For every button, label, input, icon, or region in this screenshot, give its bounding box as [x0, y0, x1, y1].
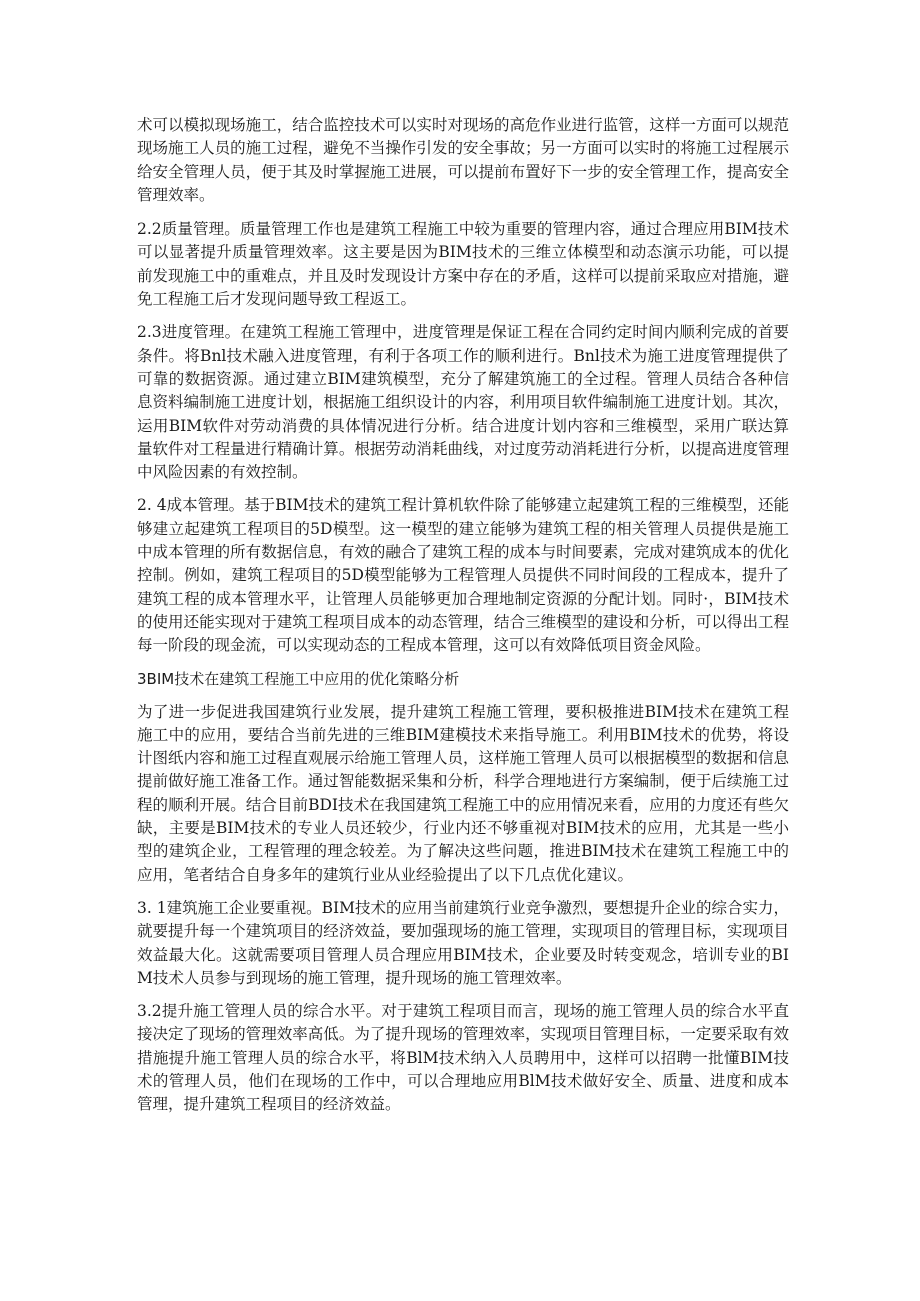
- paragraph-quality-management: 2.2质量管理。质量管理工作也是建筑工程施工中较为重要的管理内容，通过合理应用BIM技术可以显著提升质量管理效率。这主要是因为BIM技术的三维立体模型和动态演示功能，可以提前发现施工中的重难点，并且及时发现设计方案中存在的矛盾，这样可以提前采取应对措施，避免工程施工后才发现问题导致工程返工。: [137, 220, 789, 309]
- paragraph-staff-competence: 3.2提升施工管理人员的综合水平。对于建筑工程项目而言，现场的施工管理人员的综合水平直接决定了现场的管理效率高低。为了提升现场的管理效率，实现项目管理目标，一定要采取有效措施提升施工管理人员的综合水平，将BlM技术纳入人员聘用中，这样可以招聘一批懂BIM技术的管理人员，他们在现场的工作中，可以合理地应用BlM技术做好安全、质量、进度和成本管理，提升建筑工程项目的经济效益。: [137, 1002, 789, 1114]
- paragraph-safety-continued: 术可以模拟现场施工，结合监控技术可以实时对现场的高危作业进行监管，这样一方面可以规范现场施工人员的施工过程，避免不当操作引发的安全事故；另一方面可以实时的将施工过程展示给安全管理人员，便于其及时掌握施工进展，可以提前布置好下一步的安全管理工作，提高安全管理效率。: [137, 116, 789, 204]
- paragraph-enterprise-emphasis: 3. 1建筑施工企业要重视。BIM技术的应用当前建筑行业竞争激烈，要想提升企业的综合实力，就要提升每一个建筑项目的经济效益，要加强现场的施工管理，实现项目的管理目标，实现项目效益最大化。这就需要项目管理人员合理应用BIM技术，企业要及时转变观念，培训专业的BIM技术人员参与到现场的施工管理，提升现场的施工管理效率。: [137, 898, 789, 987]
- paragraph-optimization-intro: 为了进一步促进我国建筑行业发展，提升建筑工程施工管理，要积极推进BIM技术在建筑工程施工中的应用，要结合当前先进的三维BIM建模技术来指导施工。利用BIM技术的优势，将设计图纸内容和施工过程直观展示给施工管理人员，这样施工管理人员可以根据模型的数据和信息提前做好施工准备工作。通过智能数据采集和分析，科学合理地进行方案编制，便于后续施工过程的顺利开展。结合目前BDI技术在我国建筑工程施工中的应用情况来看，应用的力度还有些欠缺，主要是BIM技术的专业人员还较少，行业内还不够重视对BIM技术的应用，尤其是一些小型的建筑企业，工程管理的理念较差。为了解决这些问题，推进BIM技术在建筑工程施工中的应用，笔者结合自身多年的建筑行业从业经验提出了以下几点优化建议。: [137, 702, 789, 884]
- paragraph-cost-management: 2. 4成本管理。基于BIM技术的建筑工程计算机软件除了能够建立起建筑工程的三维模型，还能够建立起建筑工程项目的5D模型。这一模型的建立能够为建筑工程的相关管理人员提供是施工中成本管理的所有数据信息，有效的融合了建筑工程的成本与时间要素，完成对建筑成本的优化控制。例如，建筑工程项目的5D模型能够为工程管理人员提供不同时间段的工程成本，提升了建筑工程的成本管理水平，让管理人员能够更加合理地制定资源的分配计划。同时·，BIM技术的使用还能实现对于建筑工程项目成本的动态管理，结合三维模型的建设和分析，可以得出工程每一阶段的现金流，可以实现动态的工程成本管理，这可以有效降低项目资金风险。: [137, 496, 789, 655]
- paragraph-schedule-management: 2.3进度管理。在建筑工程施工管理中，进度管理是保证工程在合同约定时间内顺利完成的首要条件。将Bnl技术融入进度管理，有利于各项工作的顺利进行。Bnl技术为施工进度管理提供了可靠的数据资源。通过建立BIM建筑模型，充分了解建筑施工的全过程。管理人员结合各种信息资料编制施工进度计划，根据施工组织设计的内容，利用项目软件编制施工进度计划。其次，运用BIM软件对劳动消费的具体情况进行分析。结合进度计划内容和三维模型，采用广联达算量软件对工程量进行精确计算。根据劳动消耗曲线，对过度劳动消耗进行分析，以提高进度管理中风险因素的有效控制。: [137, 323, 789, 482]
- section-heading-optimization: 3BIM技术在建筑工程施工中应用的优化策略分析: [137, 669, 460, 688]
- document-body: [137, 114, 789, 1127]
